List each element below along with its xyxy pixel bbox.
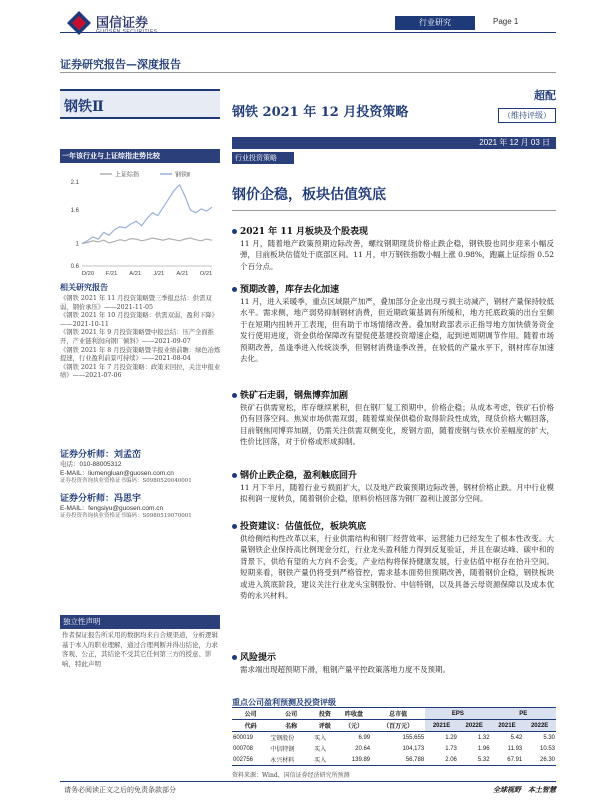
cell-code: 000708 [233,745,254,752]
analyst-name [60,447,225,460]
y-tick-label: 0.6 [70,264,79,270]
cell-name: 宝钢股份 [270,736,295,742]
table-row [232,754,556,766]
cell-rating: 买入 [313,754,337,766]
analyst-cert [60,513,225,520]
y-tick-label: 1 [75,241,79,248]
cell-pe-2022: 26.30 [523,754,556,766]
table-subheader: 2022E [458,720,491,732]
analyst-phone: 电话：010-88005312 [60,461,122,468]
table-header: 总市值 [371,708,425,720]
section-inventory [232,284,554,364]
analyst-email[interactable]: E-MAIL：liumengluan@guosen.com.cn [60,470,174,477]
section-heading: 风险提示 [232,652,554,664]
analyst-cert-no: S0980519070001 [142,513,192,519]
cell-mktcap: 155,655 [402,734,425,741]
x-tick-label: J/21 [153,271,165,277]
analysts-block [60,441,225,520]
cell-eps-2022: 1.32 [477,734,490,741]
section-body: 11 月下半月，随着行业亏损面扩大，以及地产政策预期边际改善，钢材价格止跌。月中行业模拟利润一度转负，随着钢价企稳，原料价格回落为钢厂盈利让渡部分空间。 [240,483,554,504]
report-title: 钢铁 2021 年 12 月投资策略 [232,105,409,120]
cell-eps-2021: 1.29 [445,734,457,741]
report-type: 证券研究报告—深度报告 [60,58,181,71]
cell-close: 6.99 [358,734,371,741]
legend-label: 上证综指 [115,172,140,179]
section-heading: 铁矿石走弱，钢焦博弈加剧 [232,390,554,402]
top-bar [395,16,555,30]
cell-pe-2021: 5.42 [510,734,523,741]
company-name: 国信证券 [96,16,149,31]
table-subheader: 2021E [491,720,524,732]
y-tick-label: 2.1 [70,180,79,186]
section-price [232,470,554,505]
footer-disclaimer[interactable]: 请务必阅读正文之后的免责条款部分 [64,786,176,794]
analyst-cert [60,478,225,485]
company-logo [66,8,176,40]
table-header-pe: PE [491,708,556,720]
table-row [232,743,556,754]
analyst-role: 证券分析师： [60,494,115,504]
rating-sub: （维持评级） [498,108,556,123]
table-subheader: （百万元） [371,720,425,732]
headline: 钢价企稳，板块估值筑底 [232,187,386,203]
footer-slogan: 全球视野 本土智慧 [493,785,556,794]
x-tick-label: F/21 [105,271,118,277]
cell-close: 20.64 [355,745,371,752]
table-subheader: 代码 [232,720,269,732]
cell-pe-2021: 11.93 [507,745,523,752]
section-advice [232,521,554,601]
analyst-email[interactable]: E-MAIL：fengsiyu@guosen.com.cn [60,505,164,512]
table-header: 昨收盘 [337,708,371,720]
section-body: 需求端出现超预期下滑，粗钢产量平控政策落地力度不及预期。 [240,665,450,674]
x-tick-label: D/20 [81,271,95,277]
table-subheader: 2022E [523,720,556,732]
cell-pe-2022: 10.53 [539,745,555,752]
headline-rule [232,210,556,211]
section-heading: 预期改善，库存去化加速 [232,284,554,296]
cell-pe-2021: 67.91 [491,754,524,766]
section-body: 铁矿石供需宽松，库存继续累积，但在钢厂复工预期中，价格企稳；从成本考虑，铁矿石价格仍有回落空间。焦炭市场供需双弱，随着煤炭保供稳价取得阶段性成效，现货价格大幅回落，目前钢焦同博弈加剧，仍需关注供需双侧变化，废钢方面，随着废钢与铁水价差幅度的扩大，性价比回落，对于价格或形成抑制。 [240,403,554,447]
x-tick-label: O/21 [199,271,213,277]
report-tag: 行业研究 [395,16,475,30]
section-ore [232,390,554,448]
independence-title: 独立性声明 [60,615,220,629]
related-reports [60,282,222,381]
cell-eps-2022: 5.32 [458,754,491,766]
table-subheader: 评级 [313,720,337,732]
cell-code: 002756 [232,754,269,766]
investment-tag: 行业投资策略 [232,152,294,164]
series-line-sector [82,185,212,244]
cell-rating: 买入 [314,747,327,753]
section-body: 11 月，进入采暖季，重点区域限产加严，叠加部分企业出现亏损主动减产，钢材产量保持较低水平。需求侧，地产弱势抑制钢材消费，但近期政策基调有所缓和，地方托底政策的出台至颇于在短期内扭转开工表现，但有助于市场情绪改善。叠加财政部表示正指导地方加快债务资金发行使用进度，资金供给保障改有望促使基建投资增速企稳，起到逆周期调节作用。随着市场预期改善，虽逢季进入传统淡季，但钢材消费逢季改善，在较低的产量水平下，钢材库存加速去化。 [240,297,554,364]
related-item[interactable]: 《钢铁 2021 年 11 月投资策略暨三季报总结：供需双弱，钢价承压》——2021-11-05 [60,295,212,311]
table-subheader: 名称 [269,720,313,732]
analyst-name [60,491,225,504]
related-title: 相关研究报告 [60,282,108,292]
industry-box [60,89,220,119]
section-heading: 钢价止跌企稳，盈利触底回升 [232,470,554,482]
analyst-cert-label: 证券投资咨询执业资格证书编码： [60,478,143,484]
section-body: 11 月，随着地产政策预期边际改善，螺纹钢期现货价格止跌企稳，钢铁股也同步迎来小幅反弹，目前板块估值处于底部区间。11 月，申万钢铁指数小幅上涨 0.98%，跑赢上证综指 0.52 个百分点。 [240,239,554,271]
cell-eps-2022: 1.96 [477,745,490,752]
date-bar: 2021 年 12 月 03 日 [232,137,556,149]
cell-eps-2021: 2.06 [425,754,458,766]
cell-name: 永兴材料 [269,754,313,766]
cell-code: 600019 [233,734,254,741]
header-rule-2 [60,72,556,73]
analyst-cert-no: S0980520040001 [142,478,192,484]
table-subheader: （元） [337,720,371,732]
table-header: 公司 [269,708,313,720]
related-item[interactable]: 《钢铁 2021 年 9 月投资策略暨中报总结：压产全面推开，产业链利润向钢厂倾斜》——2021-09-07 [60,329,214,345]
x-tick-label: A/21 [176,271,189,277]
rating-main: 超配 [534,89,556,102]
section-heading: 投资建议：估值低位，板块筑底 [232,521,554,533]
trend-chart [60,166,220,281]
page-number: Page 1 [493,17,519,26]
section-body: 供给侧结构性改革以来，行业供需结构和钢厂经营效率、运营能力已经发生了根本性改变。大量钢铁企业保持高比例现金分红，行业龙头盈利能力得到反复验证，并且在碳达峰、碳中和的背景下，供给有望的大方向不会变，产业结构将保持健康发展，行业估值中枢存在抬升空间。短期来看，钢铁产量仍将受到严格管控，需求基本面势但预期改善，随着钢价企稳，钢铁板块或进入筑底阶段，建议关注行业龙头宝钢股份、中信特钢，以及具备云母资源保障以及成本优势的永兴材料。 [240,534,554,601]
table-header: 投资 [313,708,337,720]
related-item[interactable]: 《钢铁 2021 年 7 月投资策略：政策来回拉，关注中报业绩》——2021-07-06 [60,363,221,380]
analyst-role: 证券分析师： [60,450,115,460]
chart-title-bar: 一年该行业与上证综指走势比较 [60,149,220,163]
table-title: 重点公司盈利预测及投资评级 [232,697,336,707]
analyst-name-text: 刘孟峦 [114,450,142,460]
independence-text: 作者保证报告所采用的数据均来自合规渠道，分析逻辑基于本人的职业理解，通过合理判断并得出结论，力求客观、公正，其结论不受其它任何第三方的授意、影响，特此声明 [62,631,218,668]
section-performance [232,226,554,272]
analyst-name-text: 冯思宇 [114,494,142,504]
table-source: 资料来源：Wind、国信证券经济研究所预测 [232,772,350,779]
cell-pe-2022: 5.30 [543,734,555,741]
rating-box [486,87,556,123]
header-rule [60,32,556,33]
y-tick-label: 1.6 [70,208,79,214]
table-row [232,732,556,744]
table-subheader: 2021E [425,720,458,732]
analyst-cert-label: 证券投资咨询执业资格证书编码： [60,513,143,519]
industry-name: 钢铁Ⅱ [64,99,104,115]
cell-name: 中信特钢 [270,747,295,753]
section-risk [232,652,554,675]
x-tick-label: A/21 [129,271,142,277]
section-heading: 2021 年 11 月板块及个股表现 [232,226,554,238]
footer [60,781,556,796]
related-item[interactable]: 《钢铁 2021 年 8 月投资策略暨半报业绩前瞻：绿色冶炼提速，行业盈利前景可持续》——2021-08-04 [60,346,221,363]
cell-mktcap: 56,788 [371,754,425,766]
table-header: 公司 [232,708,269,720]
cell-rating: 买入 [314,736,327,742]
cell-eps-2021: 1.73 [445,745,457,752]
table-header-eps: EPS [425,708,490,720]
related-item[interactable]: 《钢铁 2021 年 10 月投资策略：供需双弱，盈利下降》——2021-10-11 [60,312,218,328]
forecast-table [232,707,556,766]
cell-mktcap: 104,173 [402,745,425,752]
legend-label: 钢铁Ⅱ [175,172,190,179]
series-line-index [82,238,212,244]
cell-close: 139.89 [337,754,371,766]
